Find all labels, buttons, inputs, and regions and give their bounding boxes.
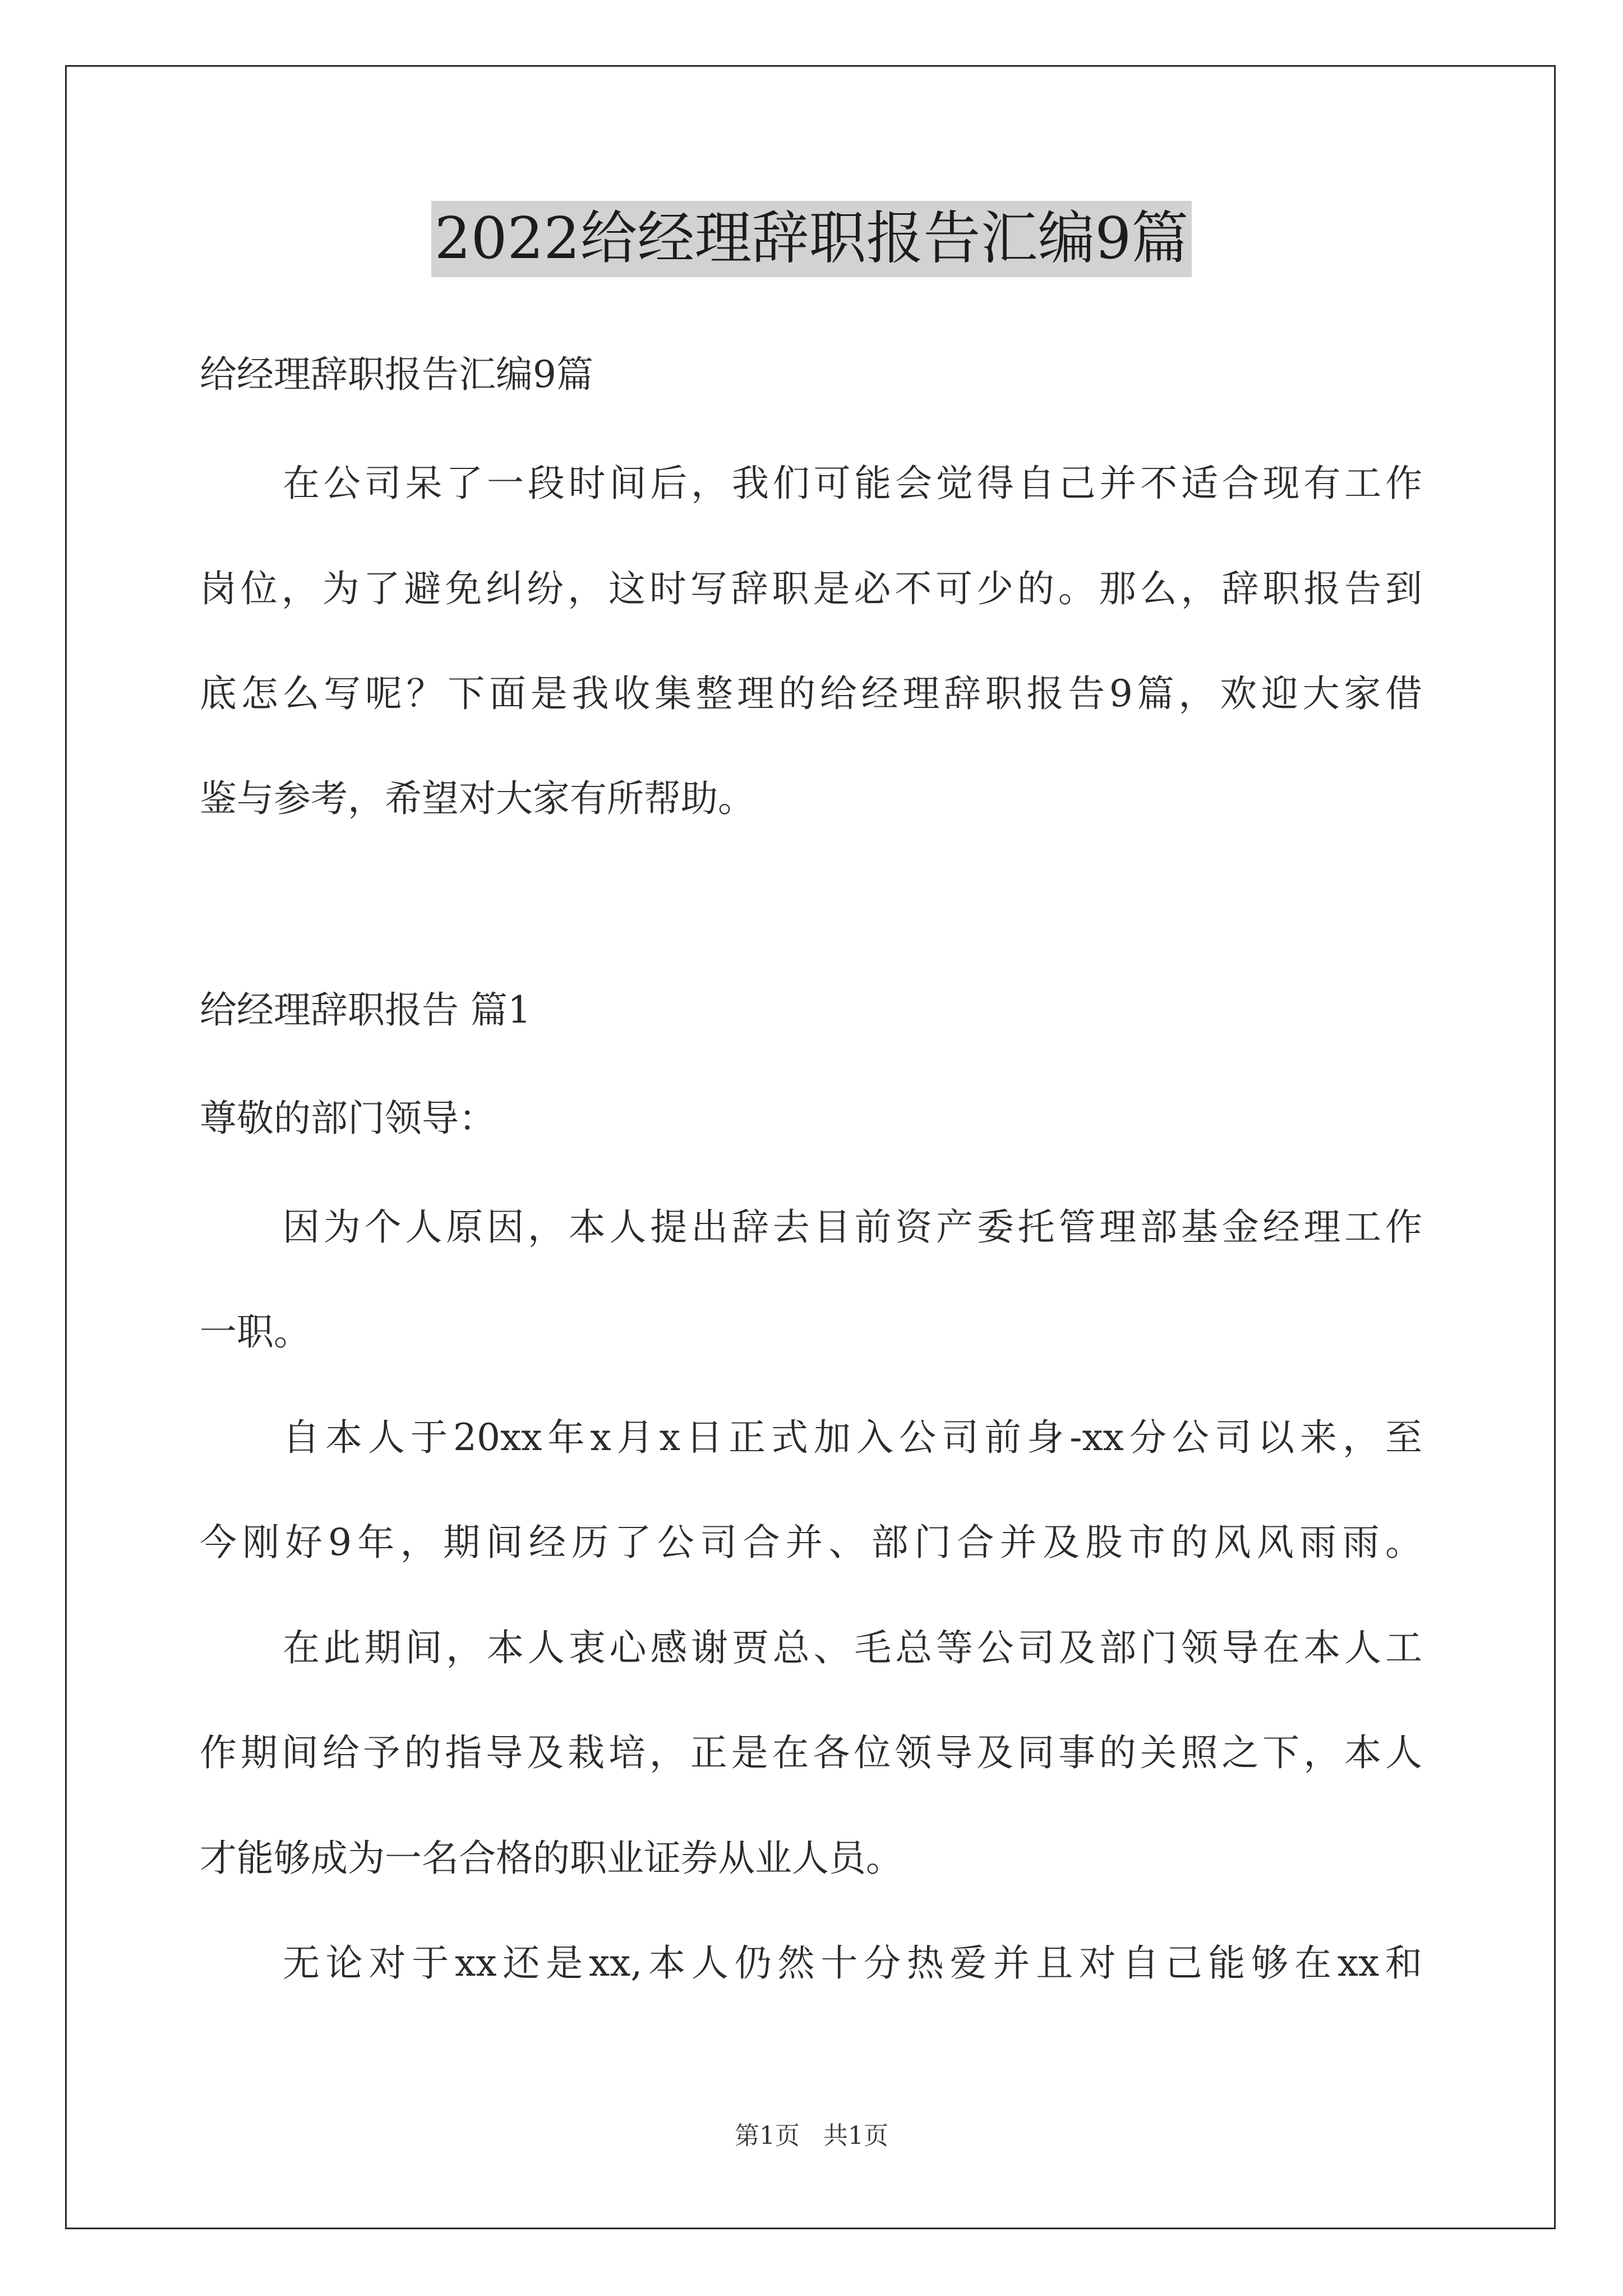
body-line-2: 一职。 (200, 1310, 311, 1354)
body-line-4: 今刚好9年，期间经历了公司合并、部门合并及股市的风风雨雨。 (200, 1521, 1422, 1564)
section-heading: 给经理辞职报告 篇1 (200, 988, 531, 1032)
body-line-1: 因为个人原因，本人提出辞去目前资产委托管理部基金经理工作 (283, 1205, 1422, 1249)
page-footer (0, 2120, 1623, 2152)
document-subtitle: 给经理辞职报告汇编9篇 (200, 353, 593, 396)
body-line-7: 才能够成为一名合格的职业证券从业人员。 (200, 1837, 903, 1880)
page-total: 共1页 (823, 2122, 888, 2150)
body-line-6: 作期间给予的指导及栽培，正是在各位领导及同事的关照之下，本人 (200, 1731, 1422, 1774)
body-line-5: 在此期间，本人衷心感谢贾总、毛总等公司及部门领导在本人工 (283, 1626, 1422, 1669)
body-line-3: 自本人于20xx年x月x日正式加入公司前身-xx分公司以来，至 (283, 1416, 1422, 1459)
document-title: 2022给经理辞职报告汇编9篇 (431, 201, 1192, 277)
page-number: 第1页 (735, 2122, 800, 2150)
body-line-8: 无论对于xx还是xx,本人仍然十分热爱并且对自己能够在xx和 (283, 1941, 1422, 1985)
title-container (0, 201, 1623, 277)
salutation: 尊敬的部门领导： (200, 1097, 496, 1140)
intro-line-4: 鉴与参考，希望对大家有所帮助。 (200, 777, 755, 820)
intro-line-3: 底怎么写呢？下面是我收集整理的给经理辞职报告9篇，欢迎大家借 (200, 672, 1422, 715)
intro-line-1: 在公司呆了一段时间后，我们可能会觉得自己并不适合现有工作 (283, 462, 1422, 505)
intro-line-2: 岗位，为了避免纠纷，这时写辞职是必不可少的。那么，辞职报告到 (200, 567, 1422, 610)
